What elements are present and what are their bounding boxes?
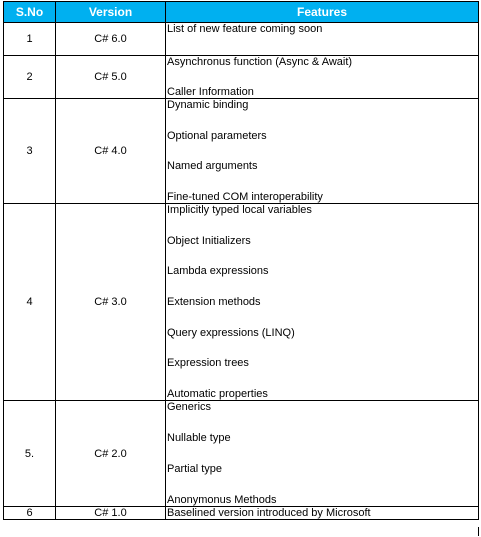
- version-cell: C# 4.0: [56, 99, 166, 204]
- feature-item: List of new feature coming soon: [167, 23, 323, 35]
- feature-item: Caller Information: [167, 86, 254, 98]
- sno-cell: 3: [4, 99, 56, 204]
- feature-item: Anonymonus Methods: [167, 494, 277, 506]
- sno-cell: 5.: [4, 401, 56, 507]
- feature-item: Partial type: [167, 463, 223, 475]
- header-version: Version: [56, 2, 166, 23]
- csharp-versions-table: [3, 1, 479, 520]
- sno-cell: 6: [4, 507, 56, 520]
- features-cell: [166, 23, 479, 56]
- table-row: [4, 204, 479, 401]
- features-cell: [166, 56, 479, 99]
- features-cell: [166, 99, 479, 204]
- table-row: [4, 401, 479, 507]
- header-sno: S.No: [4, 2, 56, 23]
- feature-item: Asynchronus function (Async & Await): [167, 56, 353, 68]
- feature-item: Named arguments: [167, 160, 258, 173]
- table-edge-mark: [478, 527, 479, 536]
- features-cell: [166, 204, 479, 401]
- header-row: [4, 2, 479, 23]
- version-cell: C# 1.0: [56, 507, 166, 520]
- version-cell: C# 6.0: [56, 23, 166, 56]
- feature-item: Generics: [167, 401, 212, 413]
- feature-item: Extension methods: [167, 295, 261, 308]
- table-row: [4, 99, 479, 204]
- header-features: Features: [166, 2, 479, 23]
- feature-item: Automatic properties: [167, 387, 268, 400]
- feature-item: Baselined version introduced by Microsoft: [167, 507, 371, 519]
- feature-item: Lambda expressions: [167, 265, 269, 278]
- feature-item: Nullable type: [167, 432, 231, 444]
- feature-item: Optional parameters: [167, 129, 267, 142]
- version-cell: C# 2.0: [56, 401, 166, 507]
- table-edge-mark: [478, 212, 479, 228]
- version-cell: C# 5.0: [56, 56, 166, 99]
- feature-item: Fine-tuned COM interoperability: [167, 190, 323, 203]
- table-row: [4, 23, 479, 56]
- sno-cell: 1: [4, 23, 56, 56]
- features-cell: [166, 507, 479, 520]
- feature-item: Expression trees: [167, 357, 249, 370]
- table-row: [4, 56, 479, 99]
- version-cell: C# 3.0: [56, 204, 166, 401]
- sno-cell: 2: [4, 56, 56, 99]
- features-cell: [166, 401, 479, 507]
- sno-cell: 4: [4, 204, 56, 401]
- feature-item: Query expressions (LINQ): [167, 326, 295, 339]
- feature-item: Implicitly typed local variables: [167, 204, 312, 216]
- feature-item: Object Initializers: [167, 234, 251, 247]
- feature-item: Dynamic binding: [167, 99, 249, 111]
- table-row: [4, 507, 479, 520]
